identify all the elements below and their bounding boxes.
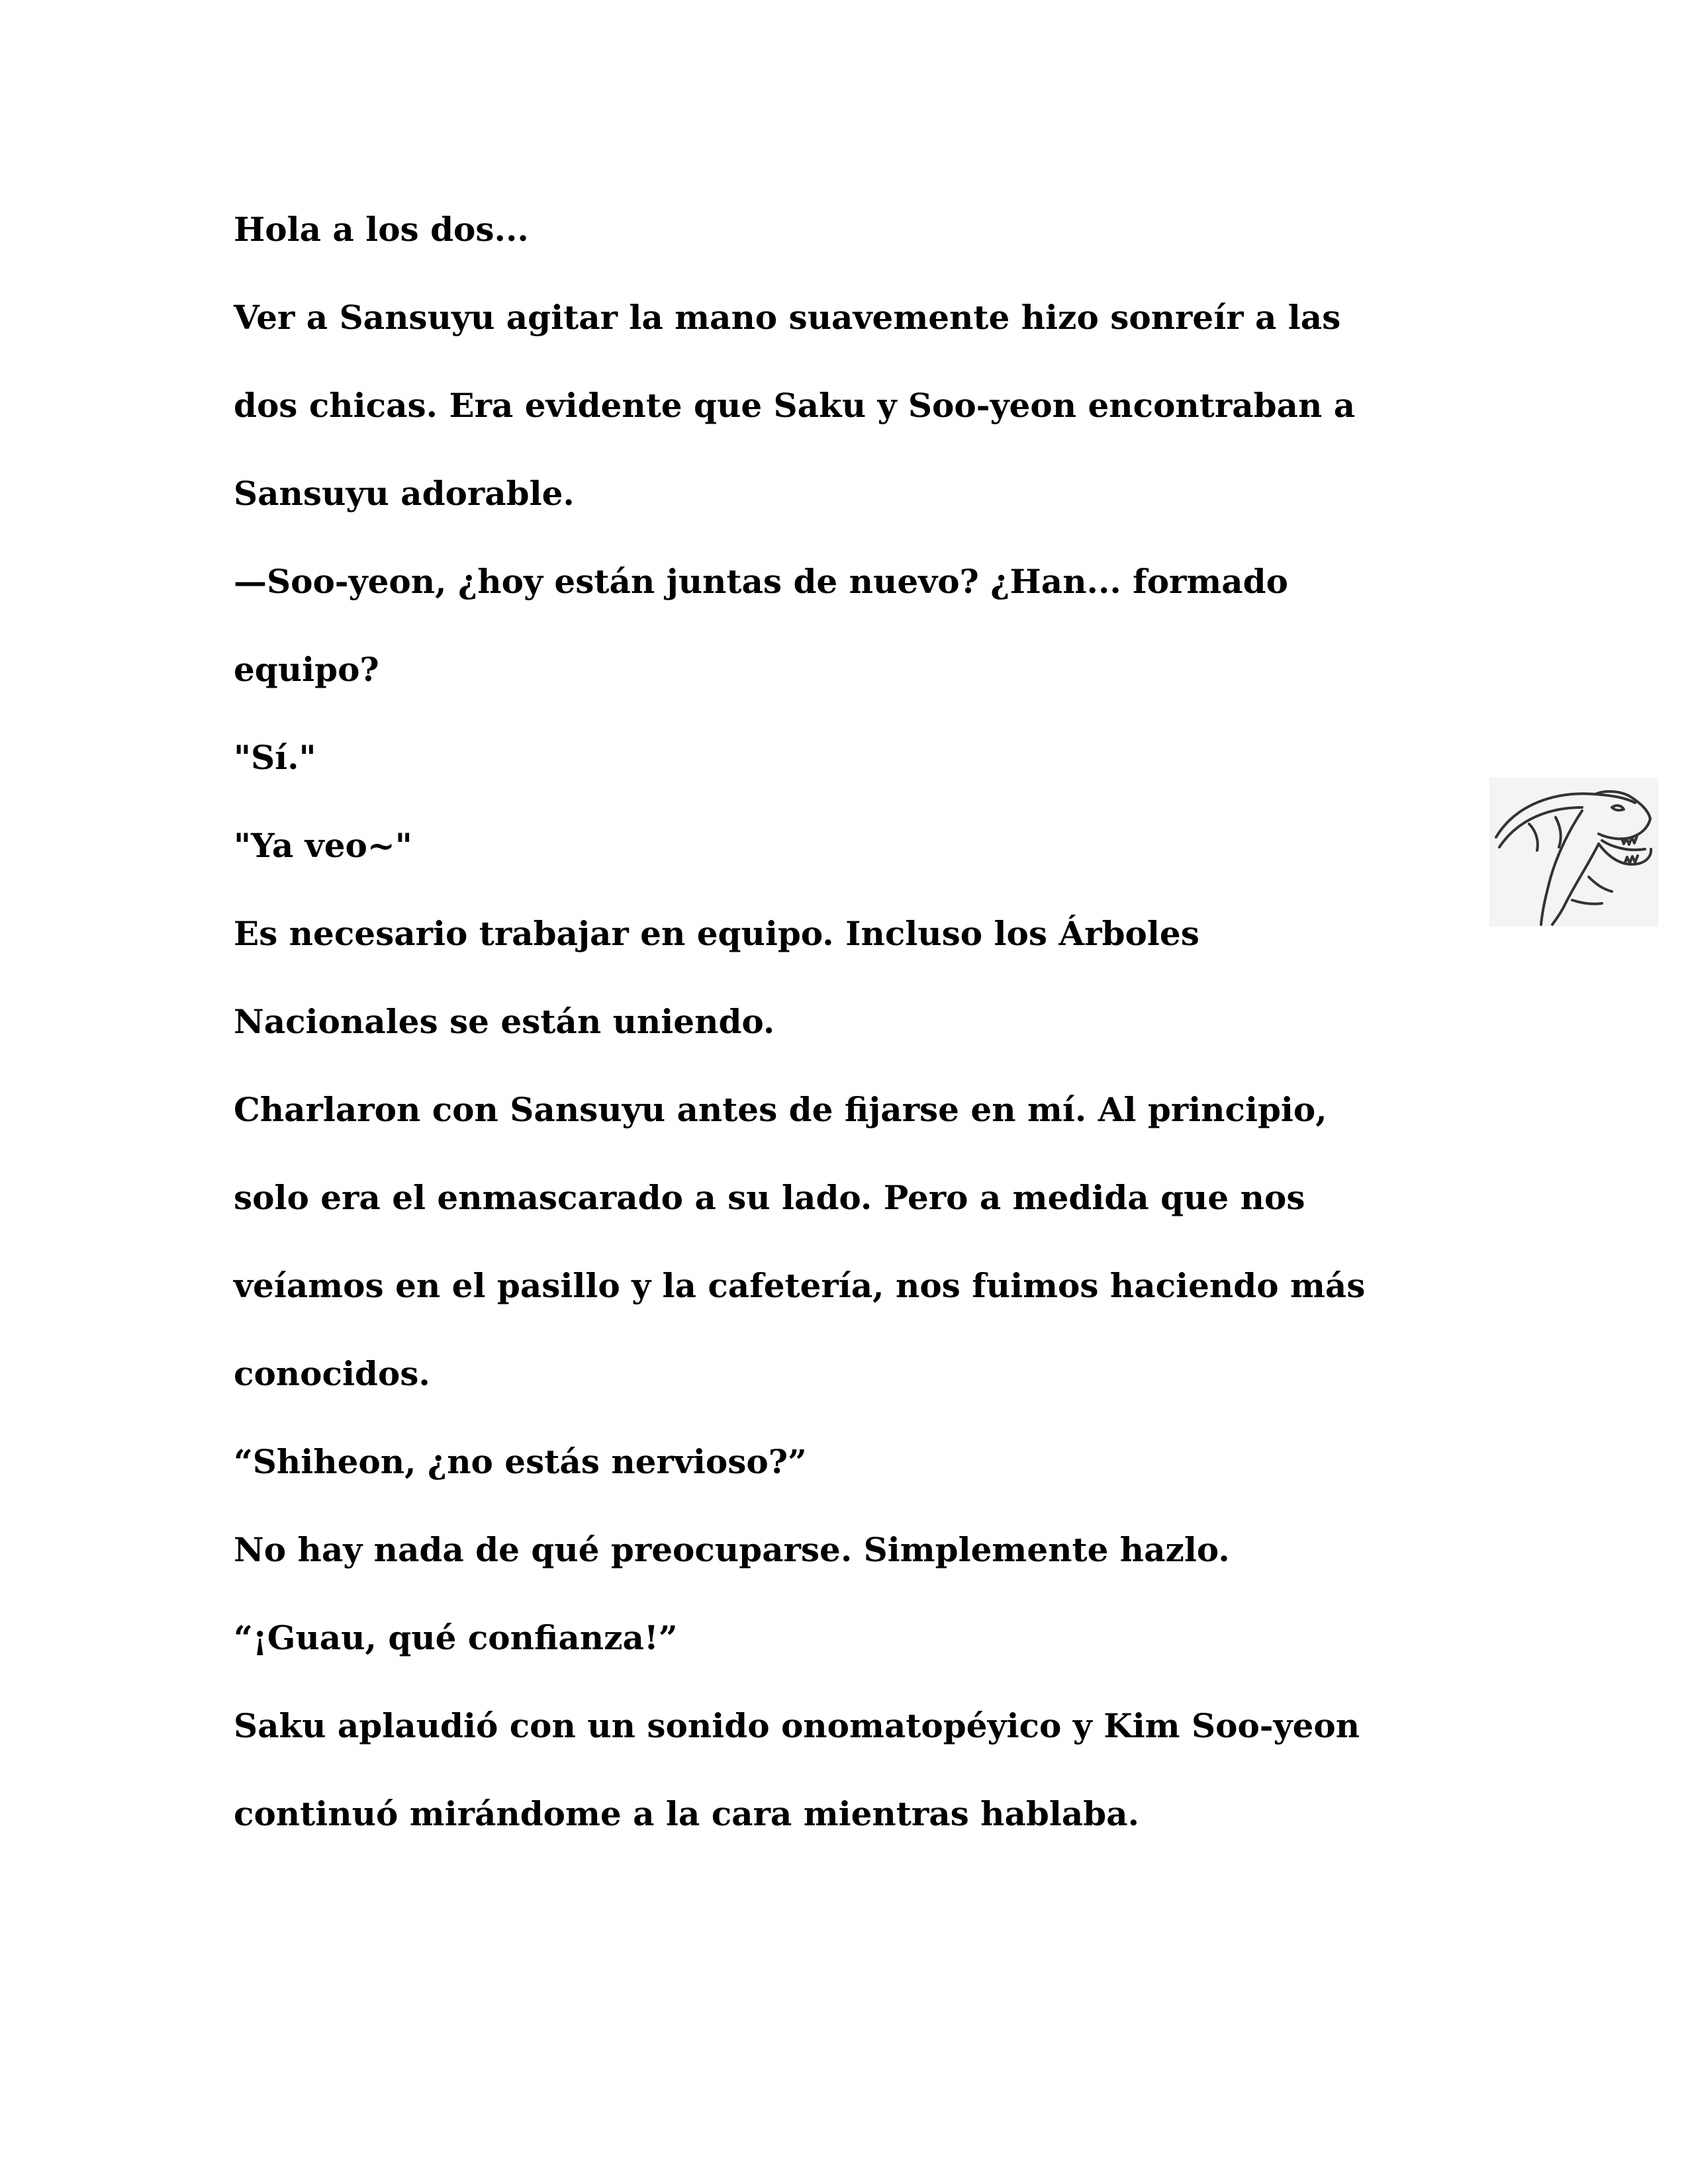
text-line: continuó mirándome a la cara mientras hablaba.	[234, 1794, 1140, 1833]
text-line: —Soo-yeon, ¿hoy están juntas de nuevo? ¿Han... formado	[234, 562, 1288, 601]
text-line: Ver a Sansuyu agitar la mano suavemente hizo sonreír a las	[234, 298, 1341, 337]
text-line: Saku aplaudió con un sonido onomatopéyico y Kim Soo-yeon	[234, 1706, 1360, 1745]
text-line: veíamos en el pasillo y la cafetería, nos fuimos haciendo más	[234, 1266, 1366, 1305]
body-text	[234, 185, 1491, 1858]
text-line: equipo?	[234, 650, 379, 689]
text-line: conocidos.	[234, 1354, 430, 1393]
text-line: "Sí."	[234, 738, 316, 777]
text-line: “¡Guau, qué confianza!”	[234, 1618, 678, 1657]
text-line: "Ya veo~"	[234, 826, 412, 865]
text-line: “Shiheon, ¿no estás nervioso?”	[234, 1442, 807, 1481]
text-line: No hay nada de qué preocuparse. Simplemente hazlo.	[234, 1530, 1230, 1569]
text-line: solo era el enmascarado a su lado. Pero a medida que nos	[234, 1178, 1305, 1217]
text-line: Charlaron con Sansuyu antes de fijarse en mí. Al principio,	[234, 1090, 1327, 1129]
dinosaur-head-drawing	[1489, 778, 1658, 927]
text-line: Sansuyu adorable.	[234, 474, 575, 513]
text-line: Hola a los dos...	[234, 210, 529, 249]
text-line: dos chicas. Era evidente que Saku y Soo-yeon encontraban a	[234, 386, 1356, 425]
text-line: Es necesario trabajar en equipo. Incluso los Árboles	[234, 914, 1199, 953]
dinosaur-head-icon	[1489, 778, 1658, 927]
text-line: Nacionales se están uniendo.	[234, 1002, 775, 1041]
